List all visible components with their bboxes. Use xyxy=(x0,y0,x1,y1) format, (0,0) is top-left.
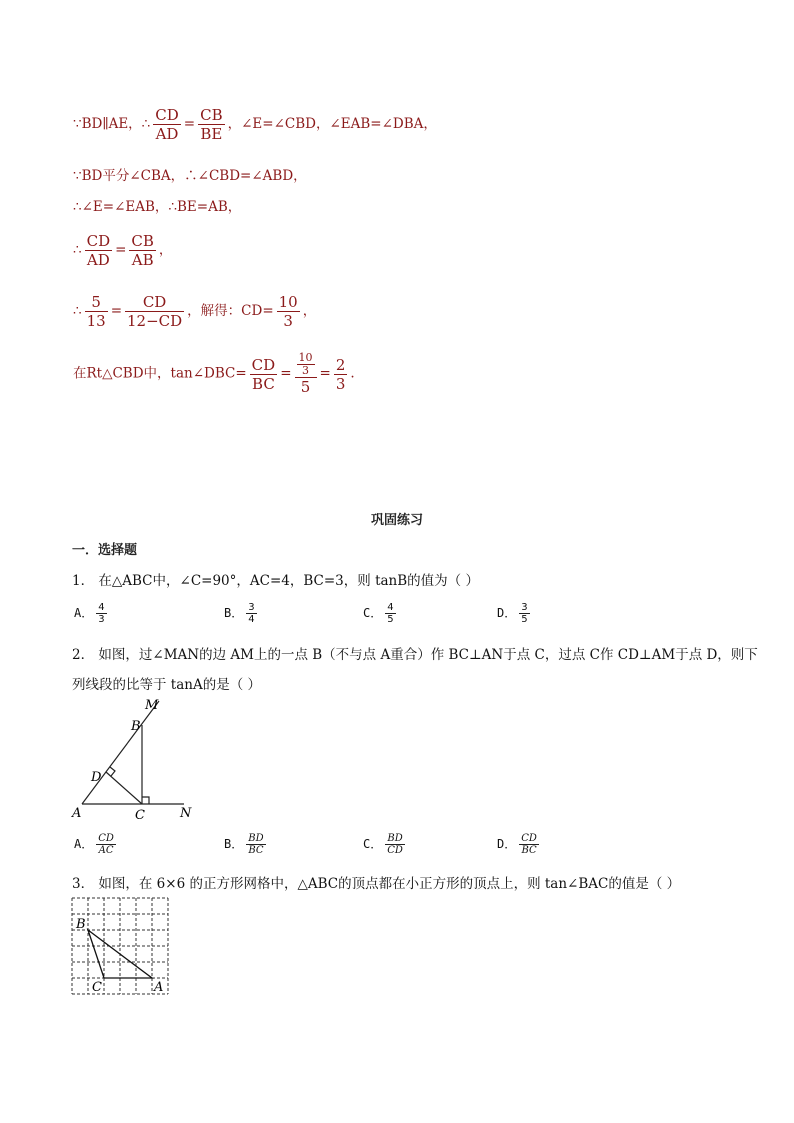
equals-sign: = xyxy=(183,116,196,132)
fraction-num: CD xyxy=(125,293,184,312)
label-c: C xyxy=(135,808,145,823)
fraction-den: 12−CD xyxy=(127,312,183,330)
equals-sign: = xyxy=(319,365,331,382)
right-angle-d xyxy=(110,767,115,776)
text-segment: ， xyxy=(158,242,173,258)
q1-option-b[interactable]: B． $\frac{3}{4}$ xyxy=(224,602,255,625)
text-segment: ∵BD∥AE，∴ xyxy=(73,116,151,132)
solution-line-3: ∴∠E=∠EAB，∴BE=AB， xyxy=(73,199,242,215)
fraction xyxy=(153,106,181,143)
fraction-num: CD xyxy=(155,106,179,124)
label-a: A xyxy=(72,806,82,821)
fraction-num: CB xyxy=(131,232,154,250)
fraction-den: 13 xyxy=(86,312,106,330)
equals-sign: = xyxy=(280,365,292,382)
question-2-line-2: 列线段的比等于 tanA的是（ ） xyxy=(72,677,261,693)
fraction xyxy=(129,232,156,269)
solution-line-4 xyxy=(73,232,172,269)
fraction-num: 10 xyxy=(298,351,313,364)
fraction-den: 3 xyxy=(335,374,346,393)
q2-option-c[interactable]: C． $\frac{BD}{CD}$ xyxy=(363,833,403,856)
label-c: C xyxy=(92,980,102,995)
fraction-num: CD xyxy=(86,232,111,250)
q3-figure xyxy=(70,896,174,998)
q2-figure xyxy=(68,693,203,823)
equals-sign: = xyxy=(115,242,127,258)
solution-line-1 xyxy=(73,106,437,143)
q1-option-c[interactable]: C． $\frac{4}{5}$ xyxy=(363,602,394,625)
inner-fraction xyxy=(297,352,315,377)
fraction xyxy=(198,106,225,143)
fraction-num: 5 xyxy=(85,293,108,312)
fraction xyxy=(250,356,278,393)
practice-title: 巩固练习 xyxy=(370,513,423,528)
question-3-text: 3． 如图，在 6×6 的正方形网格中，△ABC的顶点都在小正方形的顶点上，则 tan∠BAC的值是（ ） xyxy=(72,876,681,892)
fraction xyxy=(334,356,348,393)
label-m: M xyxy=(145,698,159,713)
text-segment: 在Rt△CBD中，tan∠DBC= xyxy=(73,365,247,382)
equals-sign: = xyxy=(110,303,122,319)
fraction-num: CB xyxy=(200,106,223,124)
fraction-den: 3 xyxy=(302,364,309,377)
q1-option-d[interactable]: D． $\frac{3}{5}$ xyxy=(497,602,528,625)
text-segment: ，解得：CD= xyxy=(187,303,274,319)
text-segment: ∴ xyxy=(73,303,82,319)
fraction-num: 10 xyxy=(278,293,298,311)
solution-line-2: ∵BD平分∠CBA，∴∠CBD=∠ABD， xyxy=(73,168,307,184)
text-segment: ∴ xyxy=(73,242,82,258)
fraction-den: AD xyxy=(155,125,179,143)
question-1-text: 1． 在△ABC中，∠C=90°，AC=4，BC=3，则 tanB的值为（ ） xyxy=(72,573,479,589)
fraction-den: AD xyxy=(86,251,110,269)
section-heading: 一．选择题 xyxy=(72,543,138,558)
solution-line-5 xyxy=(73,293,316,330)
label-a: A xyxy=(154,980,164,995)
right-angle-c xyxy=(142,797,149,804)
fraction-den: AB xyxy=(131,251,154,269)
text-segment: ，∠E=∠CBD，∠EAB=∠DBA， xyxy=(227,116,437,132)
label-b: B xyxy=(76,917,86,932)
fraction-den: BC xyxy=(252,374,275,393)
q2-option-d[interactable]: D． $\frac{CD}{BC}$ xyxy=(497,833,537,856)
solution-line-6 xyxy=(73,352,355,396)
q2-option-b[interactable]: B． $\frac{BD}{BC}$ xyxy=(224,833,264,856)
q2-option-a[interactable]: A． $\frac{CD}{AC}$ xyxy=(74,833,114,856)
fraction xyxy=(125,293,184,330)
line-am xyxy=(82,701,159,804)
text-segment: ， xyxy=(302,303,317,319)
fraction xyxy=(85,232,113,269)
nested-fraction xyxy=(295,352,317,396)
label-n: N xyxy=(180,806,192,821)
fraction-den: 5 xyxy=(300,378,311,396)
fraction-den: BE xyxy=(200,125,223,143)
q1-option-a[interactable]: A． $\frac{4}{3}$ xyxy=(74,602,105,625)
question-2-line-1: 2． 如图，过∠MAN的边 AM上的一点 B（不与点 A重合）作 BC⊥AN于点 C，过点 C作 CD⊥AM于点 D，则下 xyxy=(72,647,758,663)
fraction-den: 3 xyxy=(283,312,293,330)
fraction-num: CD xyxy=(251,355,276,374)
fraction-num: 2 xyxy=(335,355,346,374)
fraction xyxy=(85,293,108,330)
label-b: B xyxy=(131,719,141,734)
fraction xyxy=(277,293,300,330)
label-d: D xyxy=(91,770,102,785)
text-segment: . xyxy=(350,365,355,382)
line-cd xyxy=(106,772,142,804)
